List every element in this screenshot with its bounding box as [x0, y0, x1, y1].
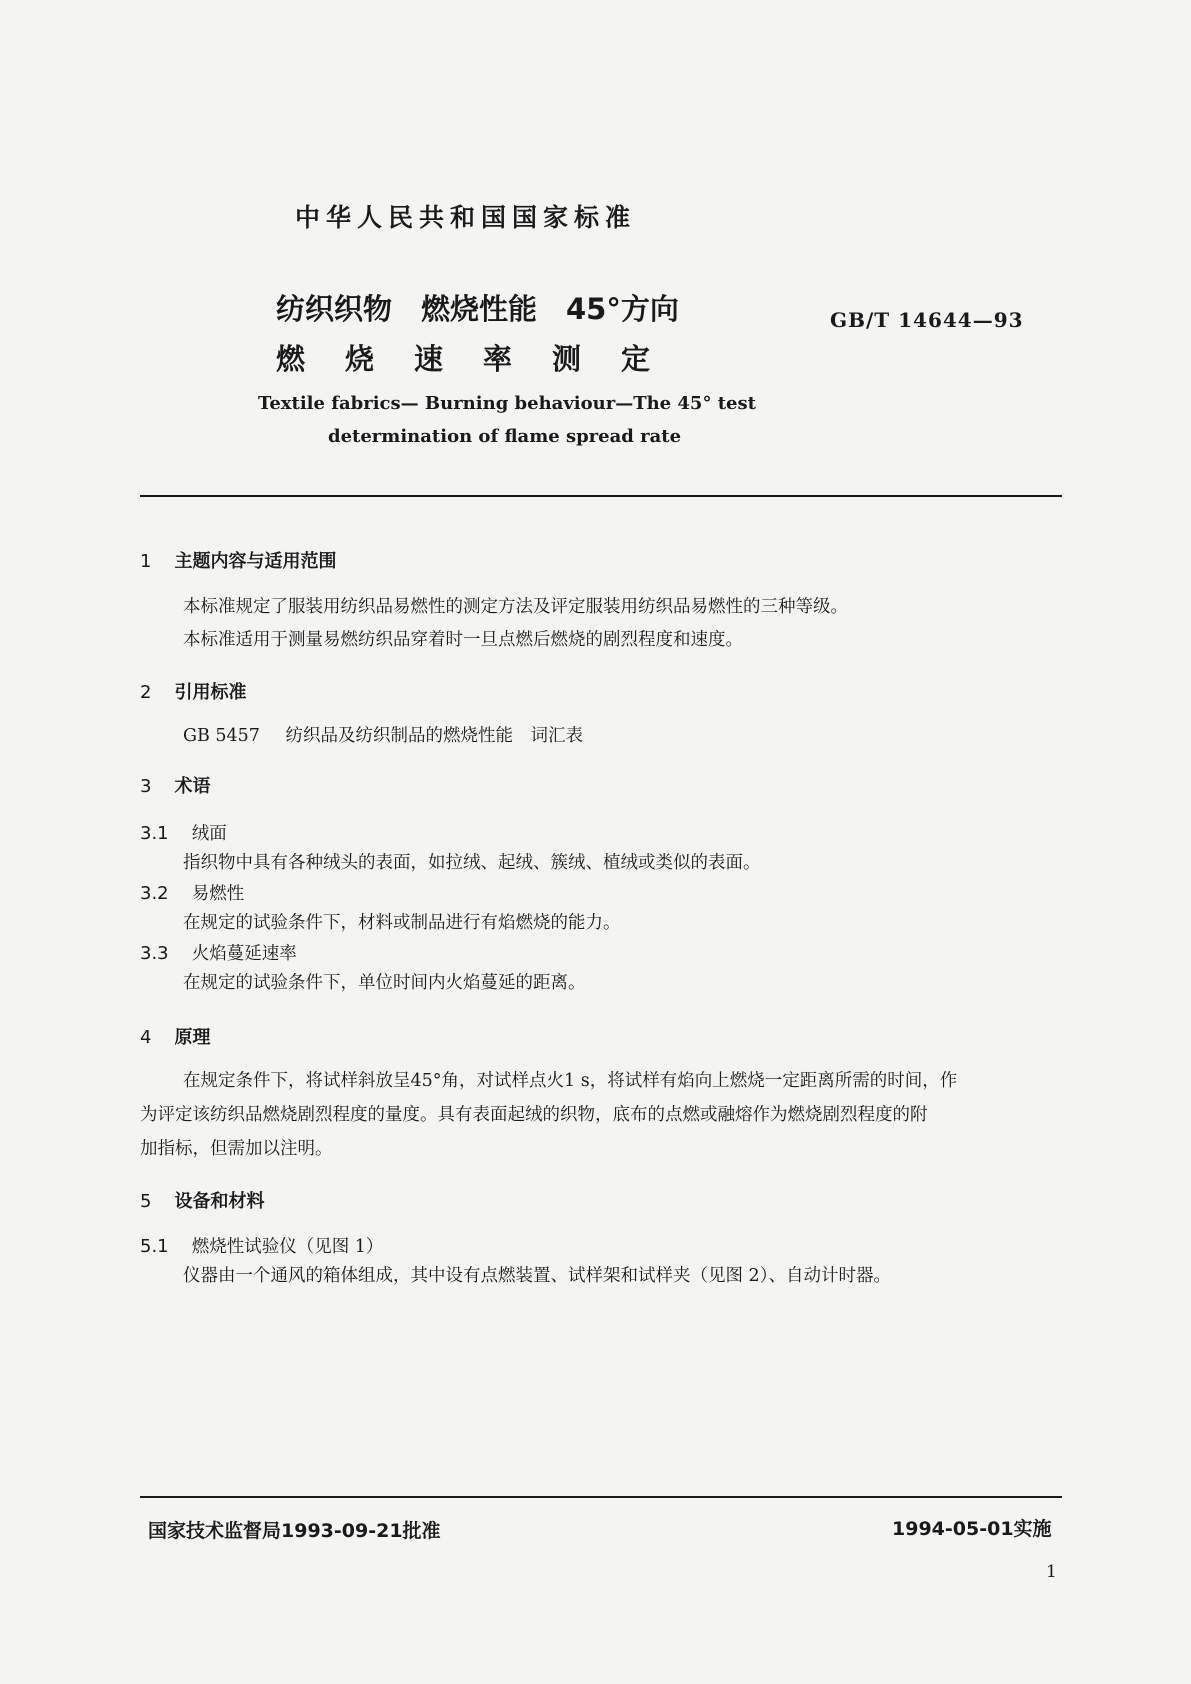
term-number: 3.2: [140, 883, 169, 904]
term-3-2: [140, 880, 244, 905]
term-title: 易燃性: [191, 884, 245, 904]
reference-entry: [183, 722, 583, 747]
effective-date: 1994-05-01实施: [892, 1518, 1052, 1540]
term-definition: 在规定的试验条件下，单位时间内火焰蔓延的距离。: [183, 973, 586, 993]
section-number: 3: [140, 776, 152, 797]
approval-line: 国家技术监督局1993-09-21批准: [148, 1520, 441, 1542]
section-number: 2: [140, 682, 152, 703]
title-en-line2: determination of flame spread rate: [328, 426, 682, 447]
reference-code: GB 5457: [183, 726, 260, 746]
top-divider: [140, 495, 1062, 497]
reference-text: 纺织品及纺织制品的燃烧性能 词汇表: [285, 726, 584, 746]
term-number: 3.1: [140, 823, 169, 844]
section-title: 设备和材料: [174, 1191, 265, 1212]
term-3-1: [140, 820, 227, 845]
section-4-heading: [140, 1023, 211, 1049]
item-title: 燃烧性试验仪（见图 1）: [191, 1237, 384, 1257]
section-number: 5: [140, 1191, 152, 1212]
section-1-heading: [140, 547, 337, 573]
paragraph: 本标准适用于测量易燃纺织品穿着时一旦点燃后燃烧的剧烈程度和速度。: [183, 630, 743, 650]
item-number: 5.1: [140, 1236, 169, 1257]
paragraph-line: 在规定条件下，将试样斜放呈45°角，对试样点火1 s，将试样有焰向上燃烧一定距离所需的时间，作: [183, 1071, 958, 1091]
term-number: 3.3: [140, 943, 169, 964]
section-title: 原理: [174, 1027, 211, 1048]
section-number: 4: [140, 1027, 152, 1048]
term-definition: 在规定的试验条件下，材料或制品进行有焰燃烧的能力。: [183, 913, 621, 933]
section-3-heading: [140, 772, 211, 798]
paragraph: 本标准规定了服装用纺织品易燃性的测定方法及评定服装用纺织品易燃性的三种等级。: [183, 597, 848, 617]
term-3-3: [140, 940, 297, 965]
page-number: 1: [1046, 1562, 1057, 1582]
section-title: 引用标准: [174, 682, 247, 703]
national-standard-heading: 中华人民共和国国家标准: [295, 203, 637, 232]
section-2-heading: [140, 678, 247, 704]
item-5-1: [140, 1233, 383, 1258]
term-title: 火焰蔓延速率: [191, 944, 297, 964]
title-cn-line2: 燃烧速率测定: [276, 342, 691, 376]
section-5-heading: [140, 1187, 265, 1213]
paragraph-line: 加指标，但需加以注明。: [140, 1139, 333, 1159]
term-definition: 指织物中具有各种绒头的表面，如拉绒、起绒、簇绒、植绒或类似的表面。: [183, 853, 761, 873]
section-title: 主题内容与适用范围: [174, 551, 337, 572]
bottom-divider: [140, 1496, 1062, 1498]
title-cn-line1: 纺织织物 燃烧性能 45°方向: [276, 292, 679, 326]
standard-code: GB/T 14644—93: [830, 308, 1024, 332]
item-text: 仪器由一个通风的箱体组成，其中设有点燃装置、试样架和试样夹（见图 2）、自动计时器。: [183, 1266, 891, 1286]
section-title: 术语: [174, 776, 211, 797]
title-en-line1: Textile fabrics— Burning behaviour—The 45° test: [258, 393, 756, 414]
term-title: 绒面: [191, 824, 227, 844]
section-number: 1: [140, 551, 152, 572]
paragraph-line: 为评定该纺织品燃烧剧烈程度的量度。具有表面起绒的织物，底布的点燃或融熔作为燃烧剧烈程度的附: [140, 1105, 928, 1125]
